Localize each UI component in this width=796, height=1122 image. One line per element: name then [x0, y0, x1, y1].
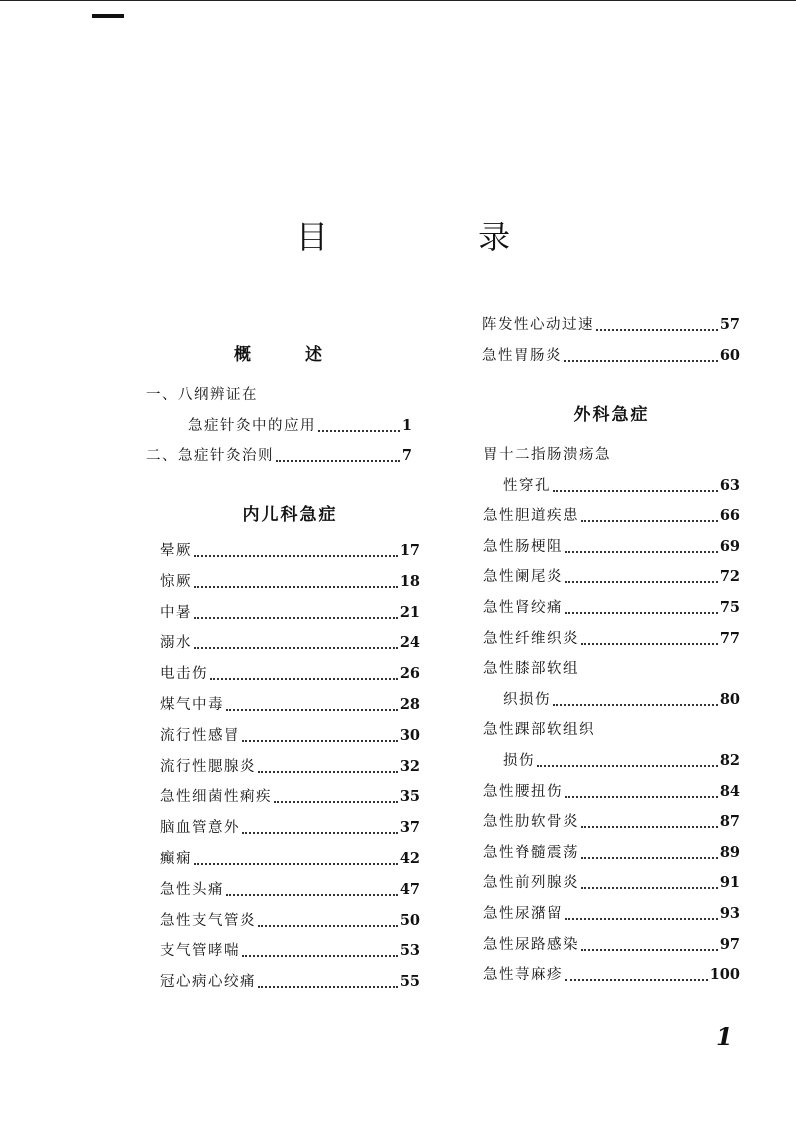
- toc-entry[interactable]: [483, 872, 740, 894]
- dot-leader: [596, 329, 718, 331]
- dot-leader: [581, 826, 718, 828]
- toc-entry-label: 惊厥: [160, 573, 192, 590]
- toc-entry[interactable]: [483, 444, 740, 466]
- toc-entry[interactable]: [483, 781, 740, 803]
- toc-entry[interactable]: [503, 689, 740, 711]
- toc-entry-page: 18: [399, 572, 420, 590]
- dot-leader: [564, 360, 718, 362]
- dot-leader: [194, 647, 398, 649]
- dot-leader: [581, 643, 718, 645]
- toc-entry[interactable]: [160, 879, 420, 901]
- toc-entry-label: 损伤: [503, 753, 535, 769]
- toc-entry[interactable]: [160, 971, 420, 993]
- scan-mark: [92, 14, 124, 18]
- toc-entry-page: 72: [719, 568, 740, 586]
- toc-entry-page: 7: [401, 447, 412, 464]
- toc-entry-page: 24: [399, 634, 420, 652]
- toc-entry-page: 47: [399, 880, 420, 898]
- toc-entry-page: 97: [719, 935, 740, 953]
- toc-entry-page: 50: [399, 911, 420, 929]
- toc-entry[interactable]: [160, 756, 420, 778]
- toc-entry-label: 急性脊髓震荡: [483, 844, 579, 861]
- toc-entry[interactable]: [482, 314, 740, 336]
- toc-entry[interactable]: [160, 910, 420, 932]
- toc-entry-page: 100: [709, 966, 740, 984]
- dot-leader: [194, 555, 398, 557]
- dot-leader: [553, 704, 718, 706]
- dot-leader: [194, 586, 398, 588]
- dot-leader: [565, 581, 718, 583]
- toc-entry-page: 93: [719, 905, 740, 922]
- toc-entry[interactable]: [483, 903, 740, 925]
- toc-entry-page: 60: [719, 346, 740, 364]
- toc-entry-label: 晕厥: [160, 543, 192, 559]
- dot-leader: [581, 857, 718, 859]
- toc-entry-label: 溺水: [160, 635, 192, 652]
- dot-leader: [565, 979, 708, 981]
- toc-entry-label: 急性胃肠炎: [482, 347, 562, 364]
- toc-entry-page: 30: [399, 726, 420, 744]
- toc-entry-label: 急性尿路感染: [483, 936, 579, 953]
- toc-entry[interactable]: [503, 750, 740, 772]
- toc-entry[interactable]: [188, 415, 412, 437]
- toc-entry[interactable]: [482, 345, 740, 367]
- toc-entry-page: 87: [719, 813, 740, 831]
- toc-entry-label: 急性支气管炎: [160, 912, 256, 929]
- toc-entry-label: 性穿孔: [503, 477, 551, 494]
- toc-entry[interactable]: [160, 571, 420, 593]
- dot-leader: [258, 925, 398, 927]
- toc-entry-label: 急性肋软骨炎: [483, 814, 579, 831]
- toc-entry-page: 37: [399, 819, 420, 837]
- toc-entry-label: 中暑: [160, 604, 192, 621]
- toc-entry-page: 26: [399, 665, 420, 683]
- toc-entry-page: 77: [719, 629, 740, 647]
- page-number: 1: [716, 1022, 733, 1051]
- toc-entry-label: 冠心病心绞痛: [160, 974, 256, 991]
- dot-leader: [274, 801, 398, 803]
- toc-entry-label: 癫痫: [160, 851, 192, 867]
- toc-entry-page: 53: [399, 942, 420, 960]
- toc-entry[interactable]: [160, 940, 420, 962]
- toc-entry-label: 急性头痛: [160, 881, 224, 898]
- dot-leader: [242, 955, 398, 957]
- toc-entry[interactable]: [503, 475, 740, 497]
- dot-leader: [210, 678, 398, 680]
- toc-entry-page: 28: [399, 696, 420, 713]
- dot-leader: [318, 430, 400, 432]
- toc-entry[interactable]: [483, 597, 740, 619]
- toc-entry-label: 胃十二指肠溃疡急: [483, 447, 611, 463]
- toc-entry-label: 急性腰扭伤: [483, 783, 563, 800]
- toc-entry-page: 32: [399, 757, 420, 775]
- toc-entry-page: 82: [719, 752, 740, 769]
- toc-entry[interactable]: [483, 719, 740, 741]
- dot-leader: [194, 863, 398, 865]
- toc-entry[interactable]: [160, 694, 420, 716]
- toc-entry[interactable]: [160, 848, 420, 870]
- page-title: 目 录: [295, 218, 581, 256]
- toc-entry-label: 急性尿潴留: [483, 906, 563, 922]
- toc-entry-page: 42: [399, 850, 420, 867]
- toc-entry-label: 急性细菌性痢疾: [160, 789, 272, 806]
- toc-entry-label: 电击伤: [160, 666, 208, 683]
- section-heading-surgery: 外科急症: [573, 405, 650, 425]
- toc-entry[interactable]: [483, 811, 740, 833]
- toc-entry[interactable]: [160, 632, 420, 654]
- toc-entry[interactable]: [483, 628, 740, 650]
- section-heading-internal-pediatric: 内儿科急症: [242, 505, 338, 525]
- dot-leader: [553, 490, 718, 492]
- toc-entry[interactable]: [160, 602, 420, 624]
- dot-leader: [194, 617, 398, 619]
- toc-entry-label: 急性荨麻疹: [483, 967, 563, 984]
- toc-entry-label: 脑血管意外: [160, 820, 240, 837]
- toc-entry[interactable]: [483, 566, 740, 588]
- toc-entry[interactable]: [483, 934, 740, 956]
- toc-entry[interactable]: [160, 786, 420, 808]
- toc-entry[interactable]: [483, 658, 740, 680]
- toc-entry-label: 急性踝部软组织: [483, 722, 595, 739]
- toc-entry[interactable]: [483, 536, 740, 558]
- toc-entry[interactable]: [146, 445, 412, 467]
- toc-entry-page: 91: [719, 874, 740, 892]
- toc-entry-label: 急性纤维织炎: [483, 630, 579, 647]
- dot-leader: [565, 796, 718, 798]
- dot-leader: [242, 832, 398, 834]
- toc-entry-label: 急性前列腺炎: [483, 875, 579, 892]
- dot-leader: [276, 460, 400, 462]
- toc-entry-page: 80: [719, 690, 740, 708]
- toc-entry-page: 69: [719, 537, 740, 555]
- toc-entry-label: 急性肠梗阻: [483, 538, 563, 555]
- toc-entry-label: 流行性感冒: [160, 727, 240, 744]
- toc-entry-page: 89: [719, 843, 740, 861]
- scan-edge-line: [0, 0, 796, 1]
- toc-entry[interactable]: [483, 505, 740, 527]
- dot-leader: [581, 520, 718, 522]
- toc-entry-label: 急症针灸中的应用: [188, 417, 316, 434]
- toc-entry[interactable]: [483, 842, 740, 864]
- toc-entry-label: 阵发性心动过速: [482, 317, 594, 333]
- toc-entry-label: 支气管哮喘: [160, 943, 240, 960]
- dot-leader: [258, 771, 398, 773]
- dot-leader: [581, 949, 718, 951]
- section-heading-overview: 概 述: [234, 345, 346, 365]
- dot-leader: [581, 887, 718, 889]
- dot-leader: [258, 986, 398, 988]
- toc-entry-page: 17: [399, 542, 420, 559]
- dot-leader: [565, 612, 718, 614]
- toc-entry-page: 1: [401, 416, 412, 434]
- toc-entry[interactable]: [160, 817, 420, 839]
- dot-leader: [226, 709, 398, 711]
- toc-entry-label: 急性肾绞痛: [483, 600, 563, 616]
- toc-entry-page: 55: [399, 973, 420, 991]
- toc-entry-label: 急性膝部软组: [483, 661, 579, 678]
- toc-entry-label: 急性阑尾炎: [483, 569, 563, 586]
- toc-entry[interactable]: [160, 663, 420, 685]
- toc-entry-label: 急性胆道疾患: [483, 508, 579, 525]
- toc-entry-label: 二、急症针灸治则: [146, 448, 274, 464]
- toc-entry-page: 84: [719, 782, 740, 800]
- toc-entry-page: 66: [719, 507, 740, 525]
- toc-entry-page: 63: [719, 476, 740, 494]
- toc-entry-page: 57: [719, 316, 740, 333]
- dot-leader: [565, 551, 718, 553]
- toc-entry-label: 织损伤: [503, 691, 551, 708]
- dot-leader: [226, 894, 398, 896]
- toc-entry-label: 煤气中毒: [160, 697, 224, 713]
- dot-leader: [565, 918, 718, 920]
- toc-entry-page: 75: [719, 599, 740, 616]
- toc-entry[interactable]: [160, 540, 420, 562]
- toc-entry-label: 一、八纲辨证在: [146, 387, 258, 403]
- toc-entry[interactable]: [483, 964, 740, 986]
- toc-entry-page: 21: [399, 603, 420, 621]
- dot-leader: [242, 740, 398, 742]
- toc-entry-label: 流行性腮腺炎: [160, 758, 256, 775]
- toc-entry[interactable]: [146, 384, 412, 406]
- dot-leader: [537, 765, 718, 767]
- toc-entry[interactable]: [160, 725, 420, 747]
- toc-entry-page: 35: [399, 788, 420, 806]
